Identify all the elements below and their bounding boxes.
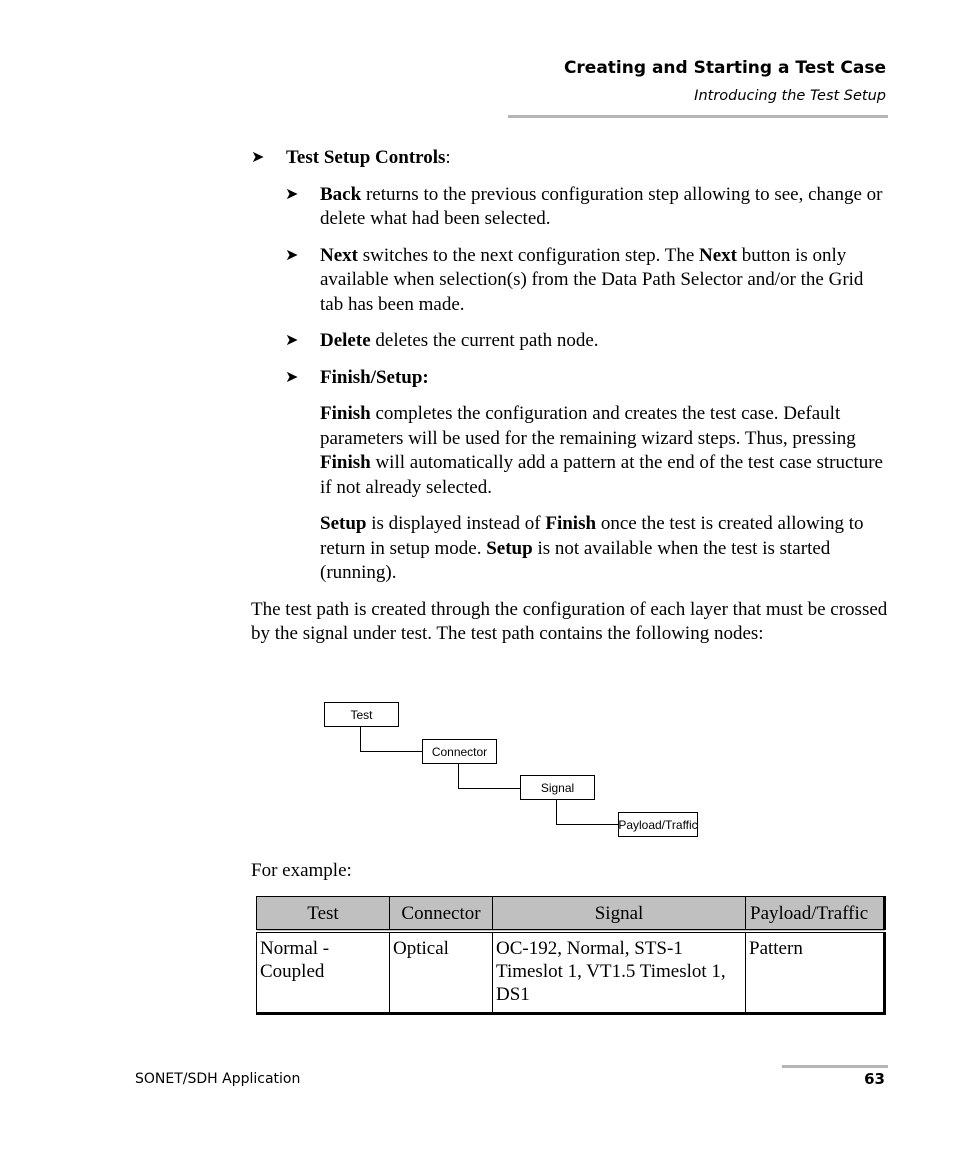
next-term: Next: [320, 244, 358, 266]
delete-term: Delete: [320, 330, 371, 351]
table-row: [257, 931, 885, 1014]
finish-term-2: Finish: [320, 452, 371, 473]
bullet-controls: [251, 146, 891, 171]
finish-text-2: will automatically add a pattern at the end of the test case structure if not already selected.: [320, 452, 883, 498]
table-cell-connector: Optical: [390, 931, 493, 1014]
diagram-connector-line: [458, 764, 459, 788]
table-cell-signal: OC-192, Normal, STS-1 Timeslot 1, VT1.5 Timeslot 1, DS1: [493, 931, 746, 1014]
arrow-bullet-icon: ➤: [285, 368, 299, 386]
table-header-payload-traffic: Payload/Traffic: [746, 897, 885, 932]
controls-heading: Test Setup Controls: [286, 147, 446, 168]
arrow-bullet-icon: ➤: [251, 149, 265, 166]
setup-text-3: is not available when the test is started (running).: [320, 537, 831, 583]
diagram-connector-line: [458, 788, 520, 789]
bullet-finish-setup: [251, 366, 891, 391]
example-table: [256, 896, 886, 1015]
next-term-2: Next: [699, 244, 738, 266]
table-header-signal: Signal: [493, 897, 746, 932]
footer-rule: [782, 1065, 888, 1068]
next-text-2: button is only available when selection(s) from the Data Path Selector and/or the Grid tab has been made.: [320, 244, 864, 315]
table-cell-test: Normal - Coupled: [257, 931, 390, 1014]
header-title: Creating and Starting a Test Case: [563, 58, 886, 78]
setup-text-2: once the test is created allowing to return in setup mode.: [320, 513, 864, 559]
setup-term-2: Finish: [545, 513, 597, 534]
path-intro-paragraph: The test path is created through the configuration of each layer that must be crossed by the signal under test. The test path contains the following nodes:: [251, 598, 888, 644]
setup-term: Setup: [320, 513, 367, 534]
page-content: [251, 146, 891, 659]
for-example-label: For example:: [251, 860, 352, 881]
header-rule: [508, 115, 888, 118]
page-number: 63: [864, 1070, 885, 1088]
setup-term-3: Setup: [486, 537, 533, 559]
controls-heading-suffix: :: [445, 147, 451, 168]
back-text: returns to the previous configuration step allowing to see, change or delete what had been selected.: [320, 183, 883, 229]
setup-text-1: is displayed instead of: [366, 513, 546, 534]
back-term: Back: [320, 183, 362, 205]
diagram-connector-line: [360, 751, 422, 752]
table-header-row: [257, 897, 885, 932]
table-cell-payload-traffic: Pattern: [746, 931, 885, 1014]
arrow-bullet-icon: ➤: [285, 185, 299, 203]
diagram-node-payload-traffic: Payload/Traffic: [618, 812, 698, 837]
finish-text-1: completes the configuration and creates the test case. Default parameters will be used for the remaining wizard steps. Thus, pressing: [320, 403, 856, 449]
finish-paragraph: [251, 402, 891, 500]
bullet-next: [251, 244, 891, 318]
setup-paragraph: [251, 512, 891, 586]
diagram-node-test: Test: [324, 702, 399, 727]
table-header-test: Test: [257, 897, 390, 932]
bullet-delete: [251, 329, 891, 354]
table-header-connector: Connector: [390, 897, 493, 932]
delete-text: deletes the current path node.: [370, 330, 599, 351]
diagram-connector-line: [556, 800, 557, 824]
next-text-1: switches to the next configuration step. The: [357, 244, 700, 266]
header-subtitle: Introducing the Test Setup: [694, 88, 886, 104]
bullet-back: [251, 183, 891, 232]
diagram-node-signal: Signal: [520, 775, 595, 800]
arrow-bullet-icon: ➤: [285, 332, 299, 349]
arrow-bullet-icon: ➤: [285, 246, 299, 264]
diagram-connector-line: [556, 824, 618, 825]
finish-term: Finish: [320, 403, 371, 424]
finish-setup-term: Finish/Setup:: [320, 366, 429, 388]
footer-product-name: SONET/SDH Application: [135, 1071, 301, 1087]
diagram-node-connector: Connector: [422, 739, 497, 764]
diagram-connector-line: [360, 727, 361, 751]
test-path-diagram: [322, 698, 700, 838]
